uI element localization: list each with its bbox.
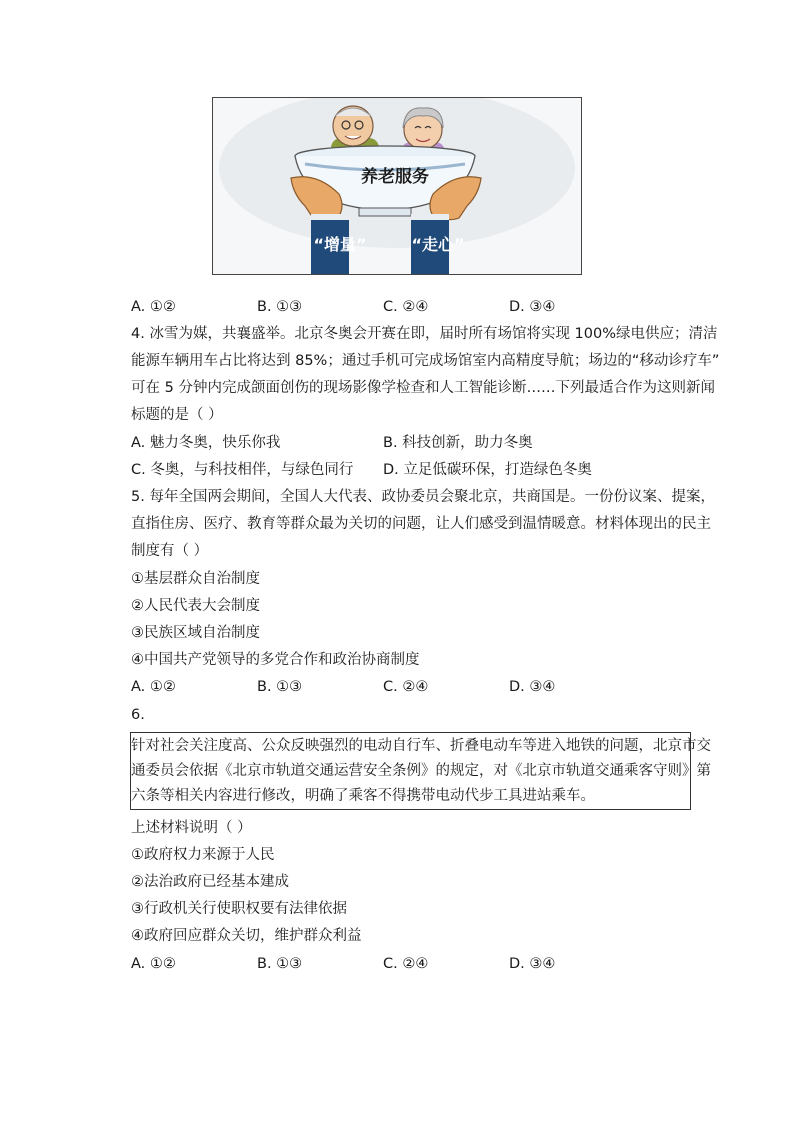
q5-statement: ①基层群众自治制度: [131, 571, 260, 587]
q3-option-b: B. ①③: [257, 299, 303, 315]
q6-material-line: 针对社会关注度高、公众反映强烈的电动自行车、折叠电动车等进入地铁的问题，北京市交: [131, 738, 711, 754]
q5-text-line: 5. 每年全国两会期间，全国人大代表、政协委员会聚北京，共商国是。一份份议案、提案，: [131, 489, 715, 505]
q6-material-line: 通委员会依据《北京市轨道交通运营安全条例》的规定，对《北京市轨道交通乘客守则》第: [131, 763, 711, 779]
q6-prompt: 上述材料说明（ ）: [131, 820, 252, 836]
q5-text-line: 直指住房、医疗、教育等群众最为关切的问题，让人们感受到温情暖意。材料体现出的民主: [131, 516, 711, 532]
q5-option-d: D. ③④: [509, 679, 556, 695]
elderly-care-cartoon: [212, 97, 582, 275]
q6-statement: ①政府权力来源于人民: [131, 847, 275, 863]
q4-text-line: 标题的是（ ）: [131, 407, 223, 423]
q6-statement: ③行政机关行使职权要有法律依据: [131, 901, 347, 917]
q6-statement: ④政府回应群众关切，维护群众利益: [131, 928, 362, 944]
q6-option-b: B. ①③: [257, 956, 303, 972]
q6-option-a: A. ①②: [131, 956, 176, 972]
q4-option-c: C. 冬奥，与科技相伴，与绿色同行: [131, 462, 354, 478]
q6-number: 6.: [131, 707, 145, 723]
q5-option-c: C. ②④: [383, 679, 429, 695]
sleeve-label-left: “增量”: [313, 235, 367, 254]
q5-statement: ②人民代表大会制度: [131, 598, 260, 614]
q3-option-d: D. ③④: [509, 299, 556, 315]
q4-option-a: A. 魅力冬奥，快乐你我: [131, 435, 281, 451]
q5-statement: ③民族区域自治制度: [131, 625, 260, 641]
q4-text-line: 4. 冰雪为媒，共襄盛举。北京冬奥会开赛在即，届时所有场馆将实现 100%绿电供应；清洁: [131, 326, 718, 342]
q4-text-line: 可在 5 分钟内完成颌面创伤的现场影像学检查和人工智能诊断……下列最适合作为这则新闻: [131, 380, 715, 396]
q6-option-c: C. ②④: [383, 956, 429, 972]
q4-option-b: B. 科技创新，助力冬奥: [383, 435, 533, 451]
q3-option-a: A. ①②: [131, 299, 176, 315]
sleeve-label-right: “走心”: [411, 235, 465, 254]
q5-statement: ④中国共产党领导的多党合作和政治协商制度: [131, 652, 420, 668]
q5-option-a: A. ①②: [131, 679, 176, 695]
q6-statement: ②法治政府已经基本建成: [131, 874, 289, 890]
q6-option-d: D. ③④: [509, 956, 556, 972]
q6-material-line: 六条等相关内容进行修改，明确了乘客不得携带电动代步工具进站乘车。: [131, 788, 595, 804]
q3-option-c: C. ②④: [383, 299, 429, 315]
q5-text-line: 制度有（ ）: [131, 543, 209, 559]
bowl-label: 养老服务: [361, 167, 429, 187]
q5-option-b: B. ①③: [257, 679, 303, 695]
q4-option-d: D. 立足低碳环保，打造绿色冬奥: [383, 462, 592, 478]
q4-text-line: 能源车辆用车占比将达到 85%；通过手机可完成场馆室内高精度导航；场边的“移动诊疗车”: [131, 353, 720, 369]
